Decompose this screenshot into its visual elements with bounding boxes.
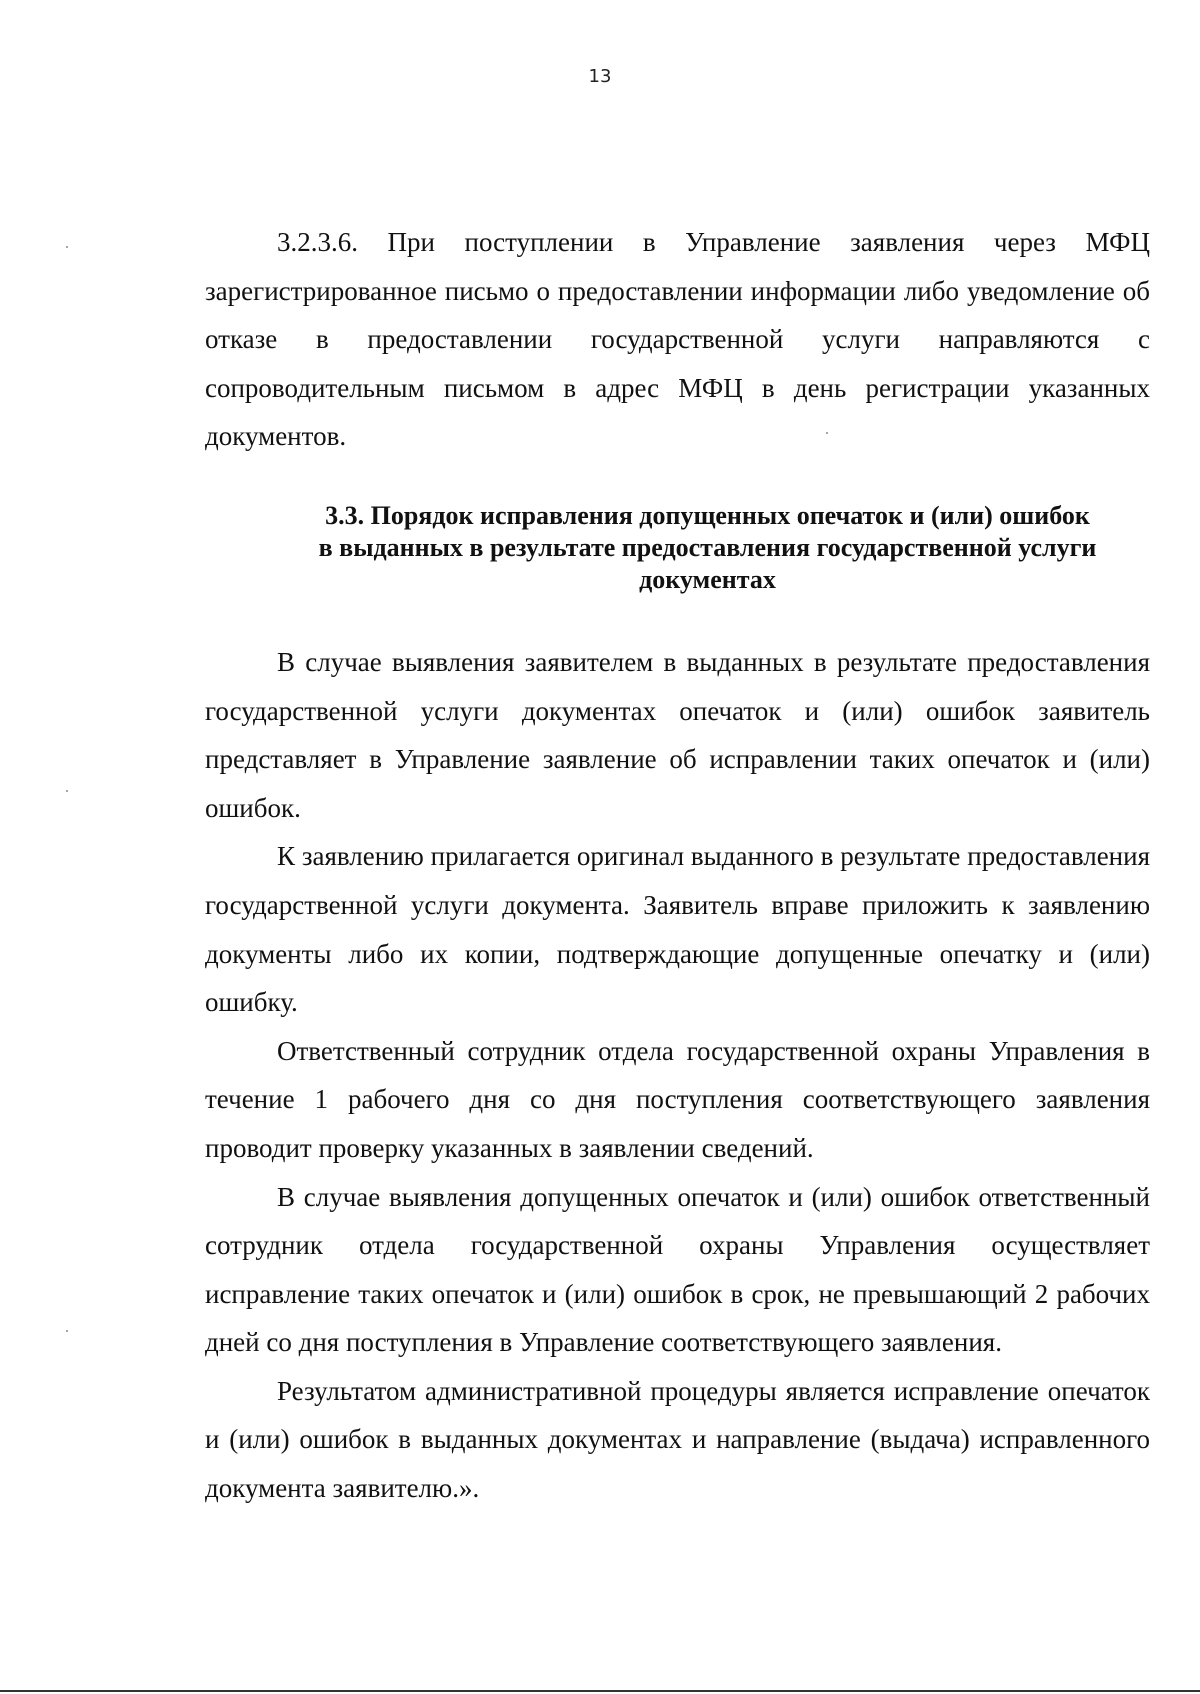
section-heading-line-1: 3.3. Порядок исправления допущенных опечаток и (или) ошибок bbox=[325, 500, 1090, 530]
paragraph-3-2-3-6: 3.2.3.6. При поступлении в Управление заявления через МФЦ зарегистрированное письмо о предоставлении информации либо уведомление об отказе в предоставлении государственной услуги направляются с сопроводительным письмом в адрес МФЦ в день регистрации указанных документов. bbox=[205, 227, 1150, 452]
paragraph-result: Результатом административной процедуры является исправление опечаток и (или) ошибок в выданных документах и направление (выдача) исправленного документа заявителю.». bbox=[205, 1375, 1150, 1504]
section-heading bbox=[205, 500, 1150, 596]
scan-speck bbox=[66, 246, 68, 248]
document-body bbox=[205, 218, 1150, 1513]
page-number: 13 bbox=[588, 66, 612, 87]
scan-speck bbox=[826, 432, 828, 434]
paragraph-errors-detection: В случае выявления заявителем в выданных в результате предоставления государственной услуги документах опечаток и (или) ошибок заявитель представляет в Управление заявление об исправлении таких опечаток и (или) ошибок. bbox=[205, 646, 1150, 823]
scan-speck bbox=[66, 790, 68, 792]
bottom-rule bbox=[0, 1690, 1200, 1692]
paragraph-verification: Ответственный сотрудник отдела государственной охраны Управления в течение 1 рабочего дня со дня поступления соответствующего заявления проводит проверку указанных в заявлении сведений. bbox=[205, 1035, 1150, 1163]
paragraph-correction: В случае выявления допущенных опечаток и (или) ошибок ответственный сотрудник отдела государственной охраны Управления осуществляет исправление таких опечаток и (или) ошибок в срок, не превышающий 2 рабочих дней со дня поступления в Управление соответствующего заявления. bbox=[205, 1181, 1150, 1358]
scan-speck bbox=[66, 1330, 68, 1332]
section-heading-line-2: в выданных в результате предоставления государственной услуги bbox=[318, 532, 1097, 562]
section-heading-line-3: документах bbox=[639, 564, 776, 594]
paragraph-attachment: К заявлению прилагается оригинал выданного в результате предоставления государственной услуги документа. Заявитель вправе приложить к заявлению документы либо их копии, подтверждающие допущенные опечатку и (или) ошибку. bbox=[205, 841, 1150, 1018]
